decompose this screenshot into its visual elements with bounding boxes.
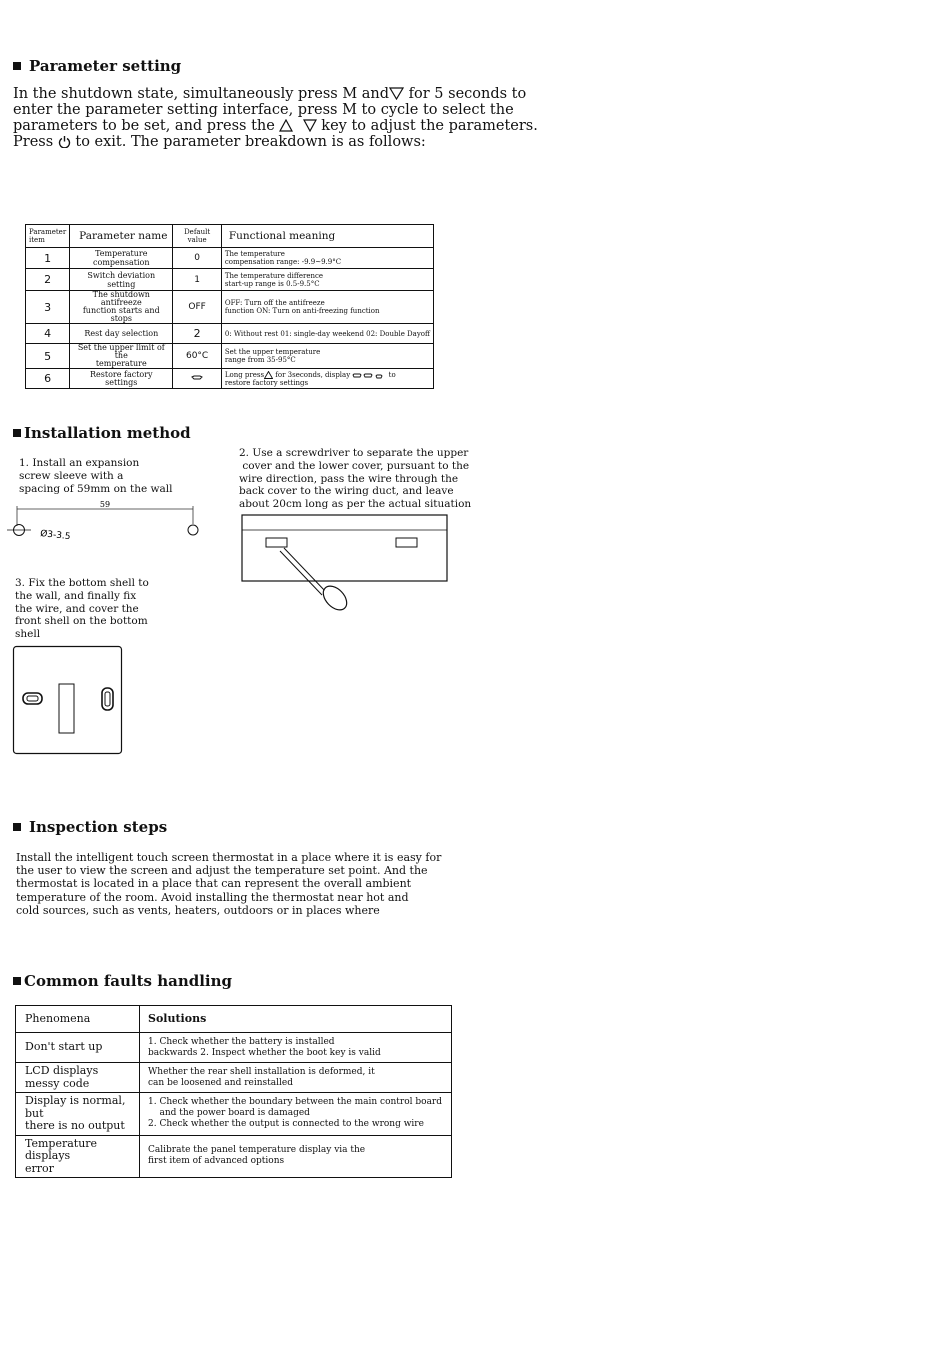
parameter-table — [25, 224, 434, 389]
header-phenomena: Phenomena — [16, 1006, 140, 1033]
section-title-inspection: Inspection steps — [13, 818, 167, 836]
table-row — [26, 269, 434, 291]
table-row — [26, 324, 434, 344]
parameter-intro — [13, 86, 538, 150]
header-solutions: Solutions — [140, 1006, 452, 1033]
intro-line-2: enter the parameter setting interface, press M to cycle to select the — [13, 102, 514, 118]
fault-row — [16, 1093, 452, 1136]
header-parameter-name: Parameter name — [70, 225, 173, 248]
param-default: 2 — [173, 324, 221, 344]
param-default: 60°C — [173, 344, 221, 369]
table-row — [26, 291, 434, 324]
inspection-text — [16, 851, 441, 917]
param-default: OFF — [173, 291, 221, 324]
param-name: Rest day selection — [70, 324, 173, 344]
screw-slot-inner — [105, 692, 110, 706]
hole-diameter-label: Ø3-3.5 — [39, 529, 71, 543]
param-meaning: The temperature difference start-up range is 0.5-9.5°C — [221, 269, 433, 291]
screwdriver-shaft — [284, 548, 326, 592]
param-name: Restore factory settings — [70, 369, 173, 389]
bottom-shell-diagram — [12, 645, 125, 756]
fault-phenomenon: LCD displays messy code — [16, 1063, 140, 1093]
section-title-installation: Installation method — [13, 424, 191, 442]
param-name: Set the upper limit of the temperature — [70, 344, 173, 369]
param-item: 1 — [26, 248, 70, 269]
param-meaning: The temperature compensation range: -9.9~9.9°C — [221, 248, 433, 269]
param-item: 6 — [26, 369, 70, 389]
screw-slot-right-icon — [102, 688, 113, 710]
fault-row — [16, 1135, 452, 1178]
param-meaning: OFF: Turn off the antifreeze function ON: Turn on anti-freezing function — [221, 291, 433, 324]
inspection-line: the user to view the screen and adjust the temperature set point. And the — [16, 864, 428, 878]
param-name: Switch deviation setting — [70, 269, 173, 291]
intro-line-4: Press to exit. The parameter breakdown is as follows: — [13, 134, 426, 150]
table-row — [26, 344, 434, 369]
inspection-line: thermostat is located in a place that can represent the overall ambient — [16, 877, 412, 891]
param-name: Temperature compensation — [70, 248, 173, 269]
param-meaning: Set the upper temperature range from 35-95°C — [221, 344, 433, 369]
param-name: The shutdown antifreeze function starts and stops — [70, 291, 173, 324]
bullet-square-icon — [13, 823, 21, 831]
param-default — [173, 369, 221, 389]
fault-solution: 1. Check whether the battery is installed backwards 2. Inspect whether the boot key is valid — [140, 1033, 452, 1063]
fault-row — [16, 1063, 452, 1093]
install-step-1: 1. Install an expansion screw sleeve with a spacing of 59mm on the wall — [19, 457, 173, 495]
power-icon — [58, 135, 71, 148]
param-default: 1 — [173, 269, 221, 291]
inspection-line: Install the intelligent touch screen thermostat in a place where it is easy for — [16, 851, 442, 864]
cover-separation-diagram — [238, 512, 452, 612]
param-default: 0 — [173, 248, 221, 269]
intro-line-1: In the shutdown state, simultaneously press M and for 5 seconds to — [13, 86, 527, 102]
fault-phenomenon: Temperature displays error — [16, 1135, 140, 1178]
table-header-row — [26, 225, 434, 248]
header-default-value: Default value — [173, 225, 221, 248]
param-item: 2 — [26, 269, 70, 291]
intro-line-3: parameters to be set, and press the key to adjust the parameters. — [13, 118, 538, 134]
up-triangle-icon — [264, 371, 273, 379]
inspection-line: temperature of the room. Avoid installing the thermostat near hot and — [16, 890, 409, 904]
param-item: 5 — [26, 344, 70, 369]
fault-phenomenon: Don't start up — [16, 1033, 140, 1063]
section-title-faults: Common faults handling — [13, 972, 232, 990]
screwdriver-handle — [319, 582, 351, 612]
inspection-line: cold sources, such as vents, heaters, outdoors or in places where — [16, 903, 380, 917]
param-meaning: Long press for 3seconds, display to restore factory settings — [221, 369, 433, 389]
clip-slot-left — [266, 538, 287, 547]
fault-solution: 1. Check whether the boundary between the main control board and the power board is damaged 2. Check whether the output is connected to the wrong wire — [140, 1093, 452, 1136]
bullet-square-icon — [13, 977, 21, 985]
dimension-label: 59 — [99, 500, 111, 509]
fault-phenomenon: Display is normal, but there is no output — [16, 1093, 140, 1136]
down-triangle-icon — [389, 87, 404, 100]
table-row — [26, 369, 434, 389]
header-functional-meaning: Functional meaning — [221, 225, 433, 248]
param-meaning: 0: Without rest 01: single-day weekend 02: Double Dayoff — [221, 324, 433, 344]
fault-solution: Calibrate the panel temperature display via the first item of advanced options — [140, 1135, 452, 1178]
install-step-3: 3. Fix the bottom shell to the wall, and finally fix the wire, and cover the front shell on the bottom shell — [15, 577, 149, 641]
param-item: 3 — [26, 291, 70, 324]
wiring-duct — [59, 684, 74, 733]
screw-slot-left-icon — [23, 693, 42, 704]
param-item: 4 — [26, 324, 70, 344]
display-dashes-icon — [352, 373, 386, 379]
faults-header-row — [16, 1006, 452, 1033]
fault-row — [16, 1033, 452, 1063]
table-row — [26, 248, 434, 269]
faults-table — [15, 1005, 452, 1178]
header-parameter-item: Parameter item — [26, 225, 70, 248]
dash-segment-icon — [191, 375, 203, 381]
screwdriver-shaft — [280, 551, 322, 595]
install-step-2: 2. Use a screwdriver to separate the upper cover and the lower cover, pursuant to the wire direction, pass the wire through the back cover to the wiring duct, and leave about 20cm long as per the actual situation — [239, 447, 472, 511]
up-triangle-icon — [279, 119, 293, 132]
bullet-square-icon — [13, 429, 21, 437]
fault-solution: Whether the rear shell installation is deformed, it can be loosened and reinstalled — [140, 1063, 452, 1093]
clip-slot-right — [396, 538, 417, 547]
bullet-square-icon — [13, 62, 21, 70]
section-title-parameter-setting: Parameter setting — [13, 57, 181, 75]
down-triangle-icon — [303, 119, 317, 132]
screw-spacing-diagram — [4, 496, 209, 544]
screw-hole-right — [188, 525, 198, 535]
screw-slot-inner — [27, 696, 38, 701]
device-cover — [242, 515, 447, 581]
